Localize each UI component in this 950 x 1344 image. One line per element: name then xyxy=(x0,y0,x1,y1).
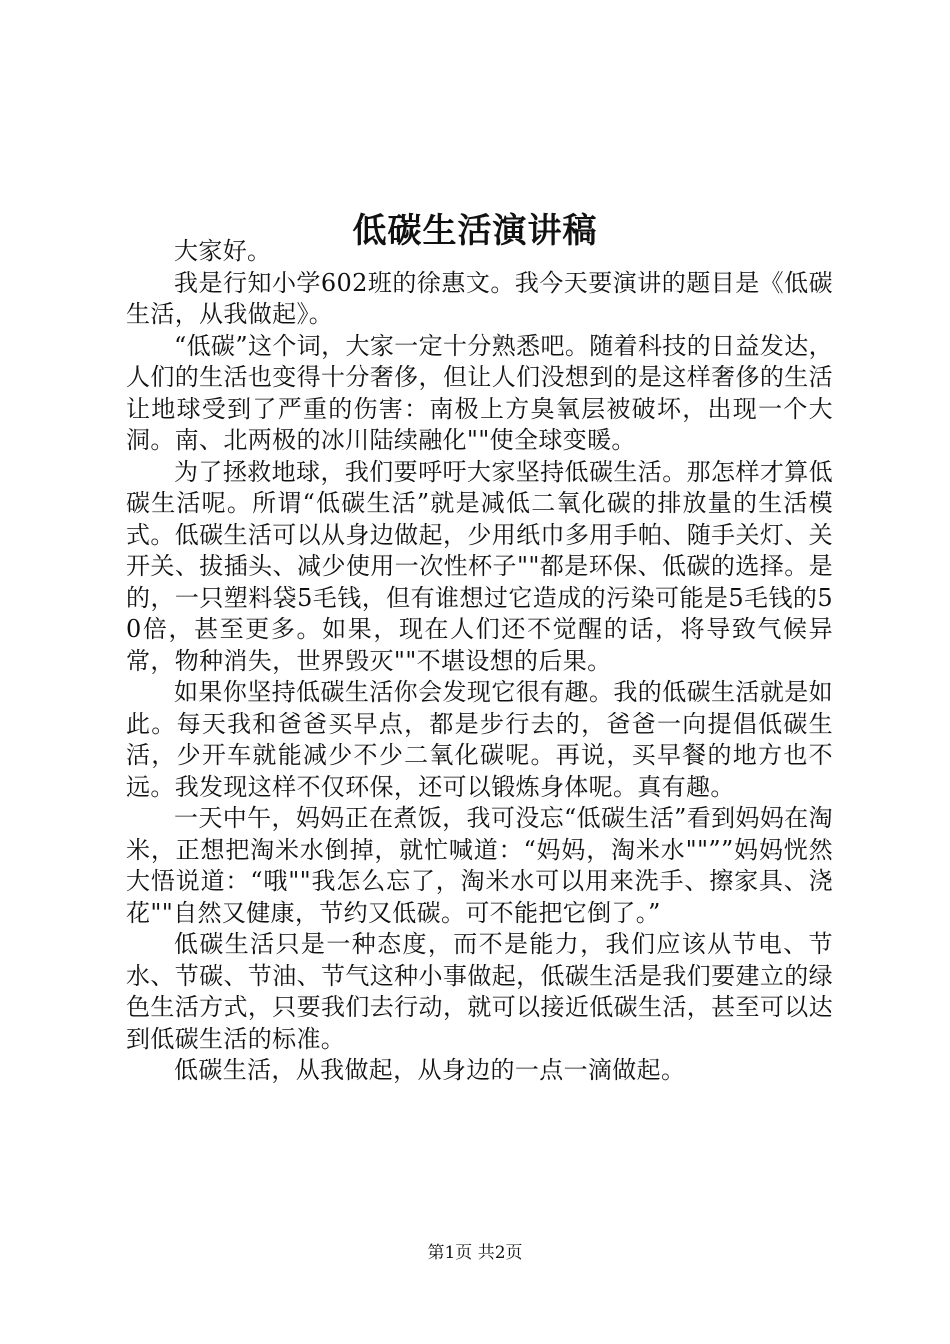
paragraph-rice-water-story: 一天中午，妈妈正在煮饭，我可没忘“低碳生活”看到妈妈在淘米，正想把淘米水倒掉，就忙喊道：“妈妈，淘米水""””妈妈恍然大悟说道：“哦""我怎么忘了，淘米水可以用来洗手、擦家具、浇花""自然又健康，节约又低碳。可不能把它倒了。” xyxy=(126,804,833,927)
paragraph-attitude: 低碳生活只是一种态度，而不是能力，我们应该从节电、节水、节碳、节油、节气这种小事做起，低碳生活是我们要建立的绿色生活方式，只要我们去行动，就可以接近低碳生活，甚至可以达到低碳生活的标准。 xyxy=(126,930,833,1053)
paragraph-save-earth: 为了拯救地球，我们要呼吁大家坚持低碳生活。那怎样才算低碳生活呢。所谓“低碳生活”就是减低二氧化碳的排放量的生活模式。低碳生活可以从身边做起，少用纸巾多用手帕、随手关灯、关开关、拔插头、减少使用一次性杯子""都是环保、低碳的选择。是的，一只塑料袋5毛钱，但有谁想过它造成的污染可能是5毛钱的50倍，甚至更多。如果，现在人们还不觉醒的话，将导致气候异常，物种消失，世界毁灭""不堪设想的后果。 xyxy=(126,457,833,675)
paragraph-closing: 低碳生活，从我做起，从身边的一点一滴做起。 xyxy=(174,1056,686,1084)
paragraph-personal-example: 如果你坚持低碳生活你会发现它很有趣。我的低碳生活就是如此。每天我和爸爸买早点，都是步行去的，爸爸一向提倡低碳生活，少开车就能减少不少二氧化碳呢。再说，买早餐的地方也不远。我发现这样不仅环保，还可以锻炼身体呢。真有趣。 xyxy=(126,678,833,801)
paragraph-low-carbon-background: “低碳”这个词，大家一定十分熟悉吧。随着科技的日益发达，人们的生活也变得十分奢侈，但让人们没想到的是这样奢侈的生活让地球受到了严重的伤害：南极上方臭氧层被破坏，出现一个大洞。南、北两极的冰川陆续融化""使全球变暖。 xyxy=(126,331,833,454)
paragraph-greeting: 大家好。 xyxy=(174,237,272,265)
page-number-footer: 第1页 共2页 xyxy=(427,1243,523,1263)
paragraph-introduction: 我是行知小学602班的徐惠文。我今天要演讲的题目是《低碳生活，从我做起》。 xyxy=(126,268,833,328)
document-body xyxy=(126,236,833,1087)
document-title: 低碳生活演讲稿 xyxy=(352,210,598,251)
